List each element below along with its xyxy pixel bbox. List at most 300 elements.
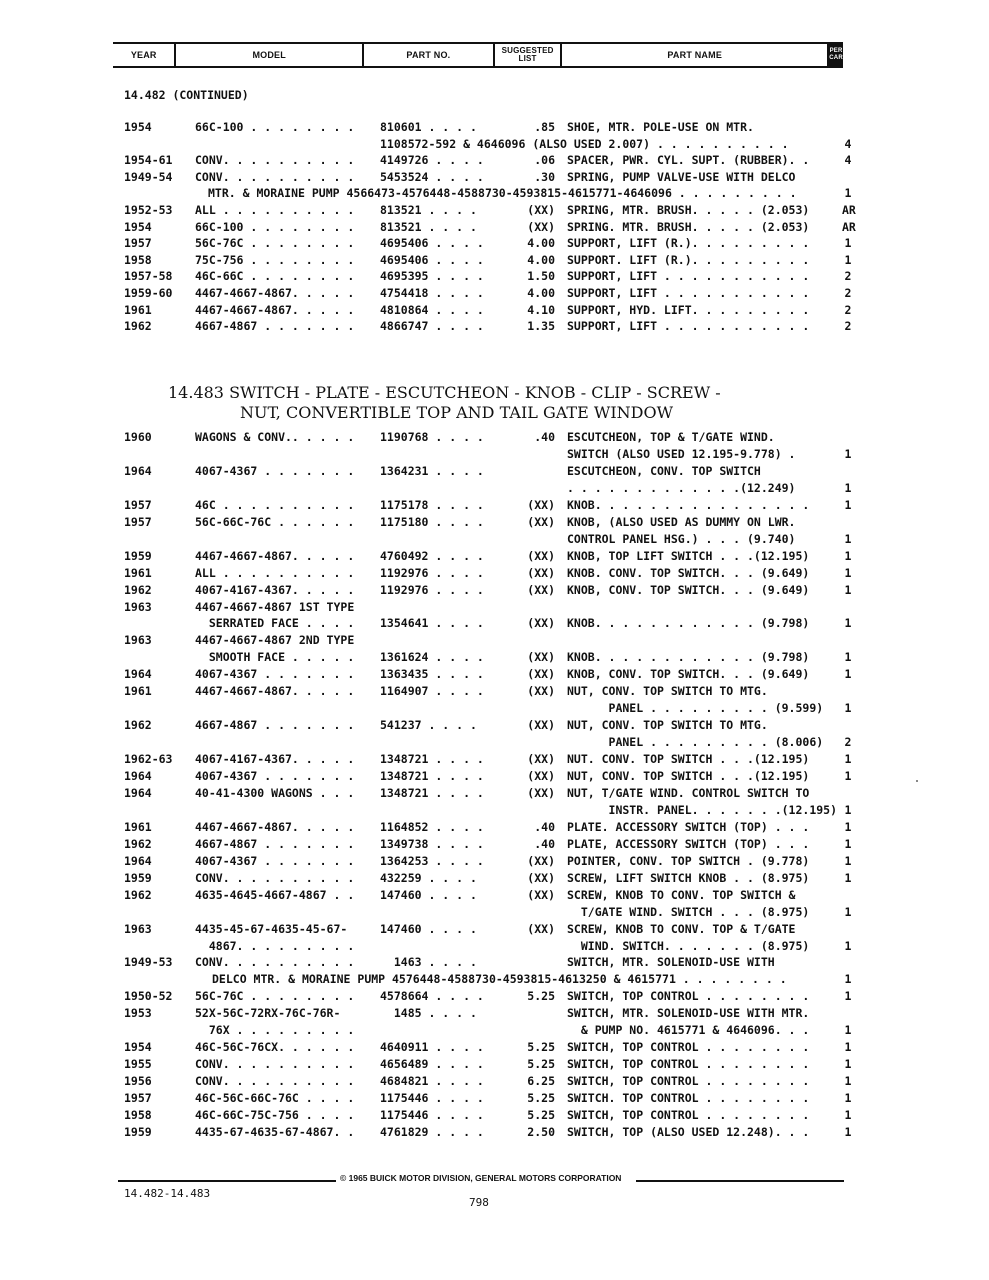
section-heading-line1: 14.483 SWITCH - PLATE - ESCUTCHEON - KNOB - CLIP - SCREW - <box>168 383 721 402</box>
header-per-car <box>827 44 843 66</box>
table-row <box>0 616 989 631</box>
row-qty: 1 <box>844 870 852 885</box>
row-year: 1957 <box>124 514 152 529</box>
row-list-price: (XX) <box>527 582 555 597</box>
row-year: 1964 <box>124 769 152 783</box>
row-qty: 4 <box>844 136 852 151</box>
row-list-price: .06 <box>534 153 555 168</box>
row-model: CONV. . . . . . . . . . <box>195 870 355 885</box>
row-qty: 1 <box>844 1057 852 1072</box>
row-list-price: (XX) <box>527 684 555 699</box>
row-qty: 1 <box>844 972 852 987</box>
row-part-number: 1175446 . . . . <box>380 1108 484 1122</box>
row-part-number: 432259 . . . . <box>380 870 477 885</box>
row-model: 46C-56C-66C-76C . . . . <box>195 1091 355 1106</box>
row-list-price: 5.25 <box>527 1091 555 1106</box>
row-part-name: NUT, CONV. TOP SWITCH TO MTG. <box>567 718 768 733</box>
row-year: 1952-53 <box>124 203 173 217</box>
table-row <box>0 269 989 284</box>
row-part-name: ESCUTCHEON, CONV. TOP SWITCH <box>567 463 761 478</box>
row-model: WAGONS & CONV.. . . . . <box>195 430 355 444</box>
row-model: 4467-4667-4867. . . . . <box>195 684 355 699</box>
row-part-name: NUT, T/GATE WIND. CONTROL SWITCH TO <box>567 785 810 800</box>
row-model: 46C-56C-76CX. . . . . . <box>195 1040 355 1055</box>
row-model: 4435-45-67-4635-45-67- <box>195 921 348 936</box>
table-row <box>0 170 989 185</box>
row-model: 56C-66C-76C . . . . . . <box>195 514 355 529</box>
row-part-name: KNOB, (ALSO USED AS DUMMY ON LWR. <box>567 514 796 529</box>
table-row <box>0 600 989 615</box>
row-part-name: SCREW, KNOB TO CONV. TOP SWITCH & <box>567 887 796 902</box>
header-suggested-line2: LIST <box>518 54 537 63</box>
row-part-number: 1364231 . . . . <box>380 463 484 478</box>
row-part-number: 4578664 . . . . <box>380 989 484 1004</box>
row-part-name: T/GATE WIND. SWITCH . . . (8.975) <box>567 904 810 919</box>
row-year: 1961 <box>124 684 152 699</box>
row-qty: 1 <box>844 1124 852 1139</box>
row-model: CONV. . . . . . . . . . <box>195 169 355 184</box>
row-qty: 1 <box>844 497 852 512</box>
row-list-price: (XX) <box>527 769 555 783</box>
row-model: 4467-4667-4867. . . . . <box>195 819 355 834</box>
row-qty: 1 <box>844 480 852 495</box>
row-qty: 1 <box>844 650 852 665</box>
row-part-number: 4684821 . . . . <box>380 1074 484 1089</box>
row-model: 76X . . . . . . . . . <box>195 1023 355 1038</box>
row-part-name: ESCUTCHEON, TOP & T/GATE WIND. <box>567 430 775 444</box>
row-part-name: INSTR. PANEL. . . . . . .(12.195) <box>567 802 838 817</box>
row-part-number: 4866747 . . . . <box>380 319 484 334</box>
row-year: 1950-52 <box>124 989 173 1004</box>
row-list-price: (XX) <box>527 565 555 580</box>
row-list-price: (XX) <box>527 514 555 529</box>
table-row <box>0 286 989 301</box>
row-part-name: SWITCH, MTR. SOLENOID-USE WITH <box>567 955 775 970</box>
row-part-number: 5453524 . . . . <box>380 169 484 184</box>
row-model: 4067-4367 . . . . . . . <box>195 769 355 783</box>
row-model: 4635-4645-4667-4867 . . <box>195 887 355 902</box>
row-part-number: 1364253 . . . . <box>380 853 484 868</box>
row-list-price: 5.25 <box>527 1108 555 1122</box>
row-list-price: .40 <box>534 819 555 834</box>
row-part-number: 147460 . . . . <box>380 921 477 936</box>
table-row <box>0 464 989 479</box>
header-suggested-list <box>493 44 560 66</box>
row-qty: 1 <box>844 548 852 563</box>
row-part-name: PLATE, ACCESSORY SWITCH (TOP) . . . <box>567 836 810 851</box>
table-row <box>0 430 989 445</box>
row-part-name: & PUMP NO. 4615771 & 4646096. . . <box>567 1023 810 1038</box>
row-part-number: 813521 . . . . <box>380 219 477 234</box>
table-row <box>0 220 989 235</box>
scan-speck <box>916 780 918 782</box>
row-year: 1953 <box>124 1006 152 1021</box>
row-part-number: 4695406 . . . . <box>380 252 484 267</box>
row-year: 1949-53 <box>124 955 173 970</box>
footer-rule-right <box>636 1180 844 1182</box>
row-list-price: 6.25 <box>527 1074 555 1089</box>
row-list-price: 5.25 <box>527 1057 555 1072</box>
row-list-price: (XX) <box>527 718 555 733</box>
row-qty: 2 <box>844 269 852 284</box>
row-part-name: SHOE, MTR. POLE-USE ON MTR. <box>567 120 754 134</box>
row-part-name: SWITCH, TOP CONTROL . . . . . . . . <box>567 1057 810 1072</box>
row-list-price: (XX) <box>527 853 555 868</box>
row-qty: 1 <box>844 836 852 851</box>
row-year: 1962 <box>124 887 152 902</box>
row-year: 1963 <box>124 921 152 936</box>
row-model: CONV. . . . . . . . . . <box>195 955 355 970</box>
row-list-price: (XX) <box>527 650 555 665</box>
row-year: 1954 <box>124 1040 152 1055</box>
row-part-name: KNOB. . . . . . . . . . . . (9.798) <box>567 650 810 665</box>
row-list-price: 4.10 <box>527 302 555 317</box>
table-row <box>0 718 989 733</box>
row-part-name: SWITCH, TOP CONTROL . . . . . . . . <box>567 989 810 1004</box>
row-list-price: 5.25 <box>527 989 555 1004</box>
row-model: 4867. . . . . . . . . <box>195 938 355 953</box>
row-model: 4067-4367 . . . . . . . <box>195 463 355 478</box>
row-model: CONV. . . . . . . . . . <box>195 1057 355 1072</box>
row-part-number: 1463 . . . . <box>380 955 477 970</box>
row-list-price: 1.35 <box>527 319 555 334</box>
row-part-name: SCREW, KNOB TO CONV. TOP & T/GATE <box>567 921 796 936</box>
row-part-number: 1190768 . . . . <box>380 430 484 444</box>
row-part-number: 4640911 . . . . <box>380 1040 484 1055</box>
row-list-price: .30 <box>534 169 555 184</box>
table-row <box>0 186 989 201</box>
table-row <box>0 922 989 937</box>
footer-page-number: 798 <box>469 1196 489 1209</box>
row-part-number: 4754418 . . . . <box>380 286 484 300</box>
table-row <box>0 253 989 268</box>
row-model: 66C-100 . . . . . . . . <box>195 219 355 234</box>
row-list-price: 4.00 <box>527 286 555 300</box>
row-list-price: 4.00 <box>527 236 555 251</box>
row-part-number: 1175446 . . . . <box>380 1091 484 1106</box>
row-qty: 1 <box>844 769 852 783</box>
row-part-name: . . . . . . . . . . . . .(12.249) <box>567 480 796 495</box>
row-year: 1961 <box>124 565 152 580</box>
table-row <box>0 1108 989 1123</box>
row-part-number: 1348721 . . . . <box>380 769 484 783</box>
row-part-name: PANEL . . . . . . . . . (8.006) <box>567 735 824 750</box>
footer-rule-left <box>118 1180 336 1182</box>
row-qty: 1 <box>844 531 852 546</box>
row-part-name: SPRING, MTR. BRUSH. . . . . (2.053) <box>567 203 810 217</box>
row-year: 1956 <box>124 1074 152 1089</box>
table-row <box>0 515 989 530</box>
section-heading-14-483 <box>168 383 808 423</box>
table-row <box>0 236 989 251</box>
row-qty: 1 <box>844 1074 852 1089</box>
table-row <box>0 137 989 152</box>
row-year: 1954 <box>124 120 152 134</box>
row-year: 1962 <box>124 718 152 733</box>
row-qty: AR <box>842 203 856 217</box>
row-part-number: 1192976 . . . . <box>380 565 484 580</box>
table-row <box>0 939 989 954</box>
row-year: 1958 <box>124 1108 152 1122</box>
table-row <box>0 854 989 869</box>
row-model: 4467-4667-4867 2ND TYPE <box>195 633 355 648</box>
row-part-name: KNOB. CONV. TOP SWITCH. . . (9.649) <box>567 565 810 580</box>
row-qty: 1 <box>844 904 852 919</box>
row-model: 4467-4667-4867. . . . . <box>195 548 355 563</box>
row-qty: 1 <box>844 186 852 201</box>
row-model: 4067-4367 . . . . . . . <box>195 853 355 868</box>
row-part-name: NUT, CONV. TOP SWITCH TO MTG. <box>567 684 768 699</box>
table-row <box>0 203 989 218</box>
table-row <box>0 684 989 699</box>
row-part-name: SUPPORT, LIFT . . . . . . . . . . . <box>567 286 810 300</box>
table-row <box>0 752 989 767</box>
row-list-price: (XX) <box>527 667 555 682</box>
row-qty: 2 <box>844 735 852 750</box>
row-list-price: (XX) <box>527 921 555 936</box>
table-row <box>0 888 989 903</box>
table-row <box>0 549 989 564</box>
table-row <box>0 1125 989 1140</box>
row-part-number: 1349738 . . . . <box>380 836 484 851</box>
row-model: 56C-76C . . . . . . . . <box>195 989 355 1004</box>
row-year: 1949-54 <box>124 169 173 184</box>
row-part-name: SWITCH, TOP CONTROL . . . . . . . . <box>567 1108 810 1122</box>
table-row <box>0 532 989 547</box>
row-year: 1962 <box>124 582 152 597</box>
row-list-price: .40 <box>534 836 555 851</box>
row-part-number: 813521 . . . . <box>380 203 477 217</box>
row-part-name: KNOB. . . . . . . . . . . . (9.798) <box>567 616 810 631</box>
table-row <box>0 1040 989 1055</box>
row-model: 4067-4167-4367. . . . . <box>195 752 355 767</box>
table-row <box>0 820 989 835</box>
row-model: CONV. . . . . . . . . . <box>195 153 355 168</box>
row-year: 1957 <box>124 236 152 251</box>
row-part-name: SWITCH. TOP CONTROL . . . . . . . . <box>567 1091 810 1106</box>
row-part-number: 4761829 . . . . <box>380 1124 484 1139</box>
row-qty: 1 <box>844 853 852 868</box>
row-qty: 1 <box>844 1040 852 1055</box>
row-part-number: 4695395 . . . . <box>380 269 484 284</box>
row-part-number: 1348721 . . . . <box>380 752 484 767</box>
row-qty: 1 <box>844 252 852 267</box>
row-part-number: 1363435 . . . . <box>380 667 484 682</box>
row-part-number: 1164852 . . . . <box>380 819 484 834</box>
table-row <box>0 566 989 581</box>
row-part-number: 4810864 . . . . <box>380 302 484 317</box>
row-model: 4067-4167-4367. . . . . <box>195 582 355 597</box>
row-model: 4435-67-4635-67-4867. . <box>195 1124 355 1139</box>
table-row <box>0 786 989 801</box>
row-list-price: (XX) <box>527 616 555 631</box>
row-qty: 1 <box>844 938 852 953</box>
row-qty: 1 <box>844 565 852 580</box>
header-year: YEAR <box>130 50 157 60</box>
header-part-name: PART NAME <box>560 44 827 66</box>
row-model: SMOOTH FACE . . . . . <box>195 650 355 665</box>
row-list-price: (XX) <box>527 752 555 767</box>
row-model: 56C-76C . . . . . . . . <box>195 236 355 251</box>
row-list-price: 2.50 <box>527 1124 555 1139</box>
row-part-name: PANEL . . . . . . . . . (9.599) <box>567 701 824 716</box>
row-part-number: 1175178 . . . . <box>380 497 484 512</box>
table-row <box>0 650 989 665</box>
row-part-name: SWITCH, TOP CONTROL . . . . . . . . <box>567 1074 810 1089</box>
row-model: 4667-4867 . . . . . . . <box>195 319 355 334</box>
row-part-name: SUPPORT. LIFT (R.). . . . . . . . . <box>567 252 810 267</box>
row-part-name: POINTER, CONV. TOP SWITCH . (9.778) <box>567 853 810 868</box>
row-list-price: (XX) <box>527 548 555 563</box>
row-qty: 4 <box>844 153 852 168</box>
row-year: 1959 <box>124 870 152 885</box>
row-qty: 2 <box>844 319 852 334</box>
row-year: 1963 <box>124 633 152 648</box>
row-qty: 1 <box>844 582 852 597</box>
row-qty: 1 <box>844 989 852 1004</box>
row-part-number: 1361624 . . . . <box>380 650 484 665</box>
table-row <box>0 769 989 784</box>
row-model: 46C . . . . . . . . . . <box>195 497 355 512</box>
row-list-price: 1.50 <box>527 269 555 284</box>
table-row <box>0 633 989 648</box>
row-year: 1962 <box>124 836 152 851</box>
row-part-name: SCREW, LIFT SWITCH KNOB . . (8.975) <box>567 870 810 885</box>
row-qty: 1 <box>844 236 852 251</box>
table-row <box>0 583 989 598</box>
row-qty: 1 <box>844 819 852 834</box>
row-model: 40-41-4300 WAGONS . . . <box>195 785 355 800</box>
row-qty: 1 <box>844 667 852 682</box>
table-row <box>0 972 989 987</box>
table-row <box>0 481 989 496</box>
row-list-price: (XX) <box>527 203 555 217</box>
row-part-number: 4695406 . . . . <box>380 236 484 251</box>
row-continuation: 1108572-592 & 4646096 (ALSO USED 2.007) . . . . . . . . . . <box>380 136 789 151</box>
row-list-price: (XX) <box>527 219 555 234</box>
row-model: 4667-4867 . . . . . . . <box>195 836 355 851</box>
row-list-price: (XX) <box>527 870 555 885</box>
row-model: 46C-66C . . . . . . . . <box>195 269 355 284</box>
table-row <box>0 803 989 818</box>
row-year: 1954-61 <box>124 153 173 168</box>
table-row <box>0 1091 989 1106</box>
row-list-price: (XX) <box>527 497 555 512</box>
row-part-name: CONTROL PANEL HSG.) . . . (9.740) <box>567 531 796 546</box>
row-year: 1957 <box>124 497 152 512</box>
row-model: CONV. . . . . . . . . . <box>195 1074 355 1089</box>
row-list-price: .85 <box>534 120 555 134</box>
row-model: 52X-56C-72RX-76C-76R- <box>195 1006 341 1021</box>
row-part-name: SWITCH, MTR. SOLENOID-USE WITH MTR. <box>567 1006 810 1021</box>
footer-section-range: 14.482-14.483 <box>124 1187 211 1200</box>
table-row <box>0 303 989 318</box>
row-year: 1954 <box>124 219 152 234</box>
row-year: 1960 <box>124 430 152 444</box>
row-year: 1964 <box>124 667 152 682</box>
row-year: 1964 <box>124 785 152 800</box>
row-part-number: 147460 . . . . <box>380 887 477 902</box>
row-qty: 1 <box>844 1023 852 1038</box>
header-per-line2: CAR <box>829 55 843 61</box>
row-model: 66C-100 . . . . . . . . <box>195 120 355 134</box>
row-model: SERRATED FACE . . . . <box>195 616 355 631</box>
row-qty: 1 <box>844 1091 852 1106</box>
row-part-name: PLATE. ACCESSORY SWITCH (TOP) . . . <box>567 819 810 834</box>
row-qty: 1 <box>844 701 852 716</box>
table-row <box>0 837 989 852</box>
table-row <box>0 498 989 513</box>
row-model: ALL . . . . . . . . . . <box>195 203 355 217</box>
row-qty: 1 <box>844 752 852 767</box>
row-part-number: 4760492 . . . . <box>380 548 484 563</box>
row-model: 4467-4667-4867. . . . . <box>195 286 355 300</box>
table-header <box>113 42 843 68</box>
row-model: 4467-4667-4867. . . . . <box>195 302 355 317</box>
row-part-number: 1485 . . . . <box>380 1006 477 1021</box>
table-row <box>0 871 989 886</box>
table-row <box>0 955 989 970</box>
row-part-name: SUPPORT, LIFT . . . . . . . . . . . <box>567 269 810 284</box>
row-part-number: 4149726 . . . . <box>380 153 484 168</box>
row-part-name: WIND. SWITCH. . . . . . . (8.975) <box>567 938 810 953</box>
row-part-name: SUPPORT, HYD. LIFT. . . . . . . . . <box>567 302 810 317</box>
row-qty: 2 <box>844 302 852 317</box>
header-per-line1: PER <box>829 48 843 54</box>
row-year: 1959 <box>124 1124 152 1139</box>
row-year: 1958 <box>124 252 152 267</box>
table-row <box>0 319 989 334</box>
row-part-name: SPRING. MTR. BRUSH. . . . . (2.053) <box>567 219 810 234</box>
row-qty: 2 <box>844 286 852 300</box>
header-model: MODEL <box>174 44 361 66</box>
row-part-name: SWITCH (ALSO USED 12.195-9.778) . <box>567 446 796 461</box>
row-part-name: SPACER, PWR. CYL. SUPT. (RUBBER). . <box>567 153 810 168</box>
footer-copyright: © 1965 BUICK MOTOR DIVISION, GENERAL MOTORS CORPORATION <box>340 1173 622 1183</box>
table-row <box>0 1057 989 1072</box>
row-continuation: MTR. & MORAINE PUMP 4566473-4576448-4588730-4593815-4615771-4646096 . . . . . . . . . <box>208 186 797 201</box>
row-qty: 1 <box>844 802 852 817</box>
row-model: 75C-756 . . . . . . . . <box>195 252 355 267</box>
row-year: 1962-63 <box>124 752 173 767</box>
row-part-name: NUT, CONV. TOP SWITCH . . .(12.195) <box>567 769 810 783</box>
table-row <box>0 989 989 1004</box>
row-list-price: (XX) <box>527 887 555 902</box>
row-continuation: DELCO MTR. & MORAINE PUMP 4576448-4588730-4593815-4613250 & 4615771 . . . . . . . . <box>212 972 787 987</box>
row-qty: 1 <box>844 1108 852 1122</box>
row-part-name: KNOB, CONV. TOP SWITCH. . . (9.649) <box>567 582 810 597</box>
table-row <box>0 153 989 168</box>
table-row <box>0 1023 989 1038</box>
row-list-price: 5.25 <box>527 1040 555 1055</box>
row-part-name: KNOB. . . . . . . . . . . . . . . . <box>567 497 810 512</box>
row-part-number: 1192976 . . . . <box>380 582 484 597</box>
row-part-number: 1164907 . . . . <box>380 684 484 699</box>
row-list-price: 4.00 <box>527 252 555 267</box>
row-part-name: SUPPORT, LIFT (R.). . . . . . . . . <box>567 236 810 251</box>
row-model: ALL . . . . . . . . . . <box>195 565 355 580</box>
row-part-name: KNOB, CONV. TOP SWITCH. . . (9.649) <box>567 667 810 682</box>
section-heading-line2: NUT, CONVERTIBLE TOP AND TAIL GATE WINDOW <box>240 403 674 422</box>
row-part-name: SPRING, PUMP VALVE-USE WITH DELCO <box>567 169 796 184</box>
table-row <box>0 667 989 682</box>
row-model: 4067-4367 . . . . . . . <box>195 667 355 682</box>
row-year: 1957-58 <box>124 269 173 284</box>
table-row <box>0 701 989 716</box>
row-part-name: SUPPORT, LIFT . . . . . . . . . . . <box>567 319 810 334</box>
row-part-name: KNOB, TOP LIFT SWITCH . . .(12.195) <box>567 548 810 563</box>
row-qty: 1 <box>844 616 852 631</box>
